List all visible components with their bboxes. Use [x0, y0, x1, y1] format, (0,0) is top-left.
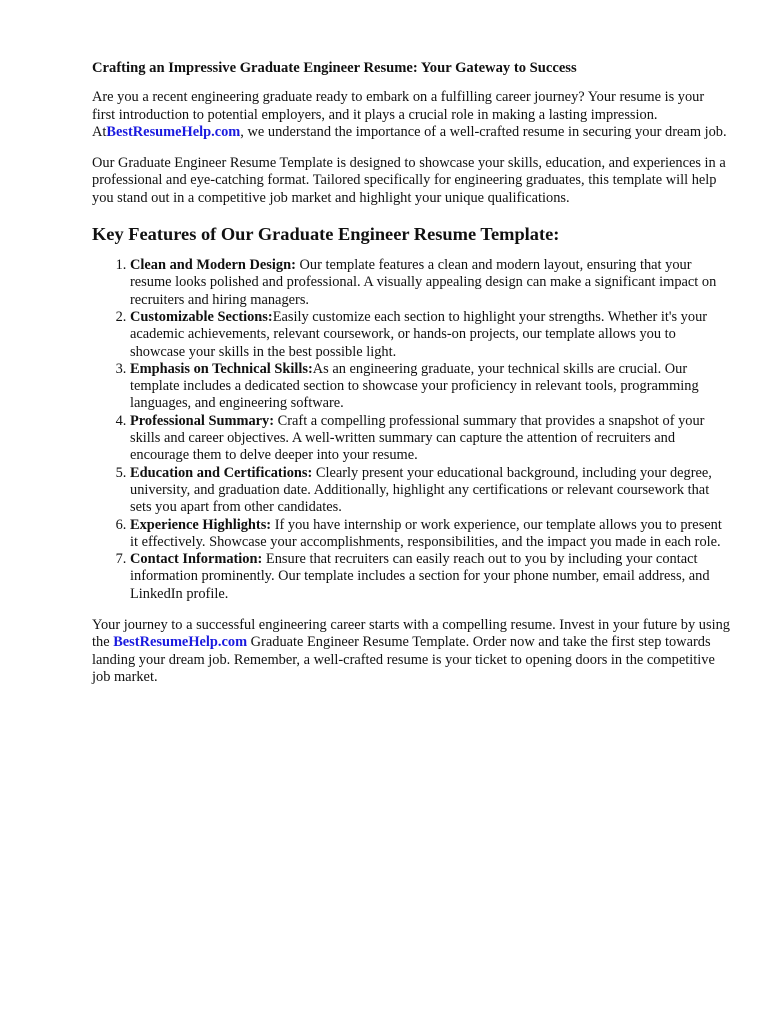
feature-term: Professional Summary: — [130, 412, 275, 429]
features-list — [92, 257, 730, 603]
feature-item — [130, 551, 730, 603]
key-features-heading: Key Features of Our Graduate Engineer Resume Template: — [92, 224, 560, 245]
feature-term: Emphasis on Technical Skills: — [130, 360, 313, 377]
feature-text: Easily customize each section to highlight your strengths. Whether it's your academic achievements, relevant coursework, or hands-on projects, our template allows you to showcase your skills in the best possible light. — [130, 308, 708, 360]
feature-text: As an engineering graduate, your technical skills are crucial. Our template includes a dedicated section to showcase your proficiency in relevant tools, programming languages, and engineering software. — [130, 360, 699, 412]
feature-item — [130, 257, 730, 309]
feature-term: Clean and Modern Design: — [130, 257, 296, 274]
feature-text: If you have internship or work experience, our template allows you to present it effectively. Showcase your accomplishments, responsibilities, and the impact you made in each role. — [130, 516, 722, 550]
closing-text-start: Your journey to a successful engineering career starts with a compelling resume. Invest in your future by using the — [92, 617, 730, 651]
feature-text: Ensure that recruiters can easily reach out to you by including your contact information prominently. Our template includes a section for your phone number, email address, and LinkedIn profile. — [130, 551, 710, 602]
document-title: Crafting an Impressive Graduate Engineer Resume: Your Gateway to Success — [92, 60, 577, 76]
closing-site-link[interactable]: BestResumeHelp.com — [113, 634, 248, 651]
intro-text-end: , we understand the importance of a well-crafted resume in securing your dream job. — [240, 123, 727, 140]
feature-term: Customizable Sections: — [130, 308, 273, 325]
intro-text-start: Are you a recent engineering graduate ready to embark on a fulfilling career journey? Your resume is your first introduction to potential employers, and it plays a crucial role in making a lasting impression. At — [92, 89, 705, 140]
feature-term: Experience Highlights: — [130, 516, 272, 533]
document-page — [92, 60, 730, 700]
feature-text: Our template features a clean and modern layout, ensuring that your resume looks polished and professional. A visually appealing design can make a significant impact on recruiters and hiring managers. — [130, 257, 717, 308]
feature-item — [130, 517, 730, 552]
intro-site-link[interactable]: BestResumeHelp.com — [106, 123, 241, 140]
feature-item — [130, 413, 730, 465]
feature-term: Education and Certifications: — [130, 464, 313, 481]
feature-term: Contact Information: — [130, 551, 263, 568]
closing-paragraph — [92, 617, 730, 686]
feature-item — [130, 309, 730, 361]
intro-paragraph — [92, 89, 730, 141]
feature-text: Craft a compelling professional summary that provides a snapshot of your skills and career objectives. A well-written summary can capture the attention of recruiters and encourage them to delve deeper into your resume. — [130, 412, 705, 464]
feature-item — [130, 465, 730, 517]
template-description-paragraph: Our Graduate Engineer Resume Template is designed to showcase your skills, education, and experiences in a professional and eye-catching format. Tailored specifically for engineering graduates, this template will help you stand out in a competitive job market and highlight your unique qualifications. — [92, 155, 726, 206]
feature-item — [130, 361, 730, 413]
closing-text-end: Graduate Engineer Resume Template. Order now and take the first step towards landing your dream job. Remember, a well-crafted resume is your ticket to opening doors in the competitive job market. — [92, 634, 715, 685]
feature-text: Clearly present your educational background, including your degree, university, and graduation date. Additionally, highlight any certifications or relevant coursework that sets you apart from other candidates. — [130, 464, 712, 516]
